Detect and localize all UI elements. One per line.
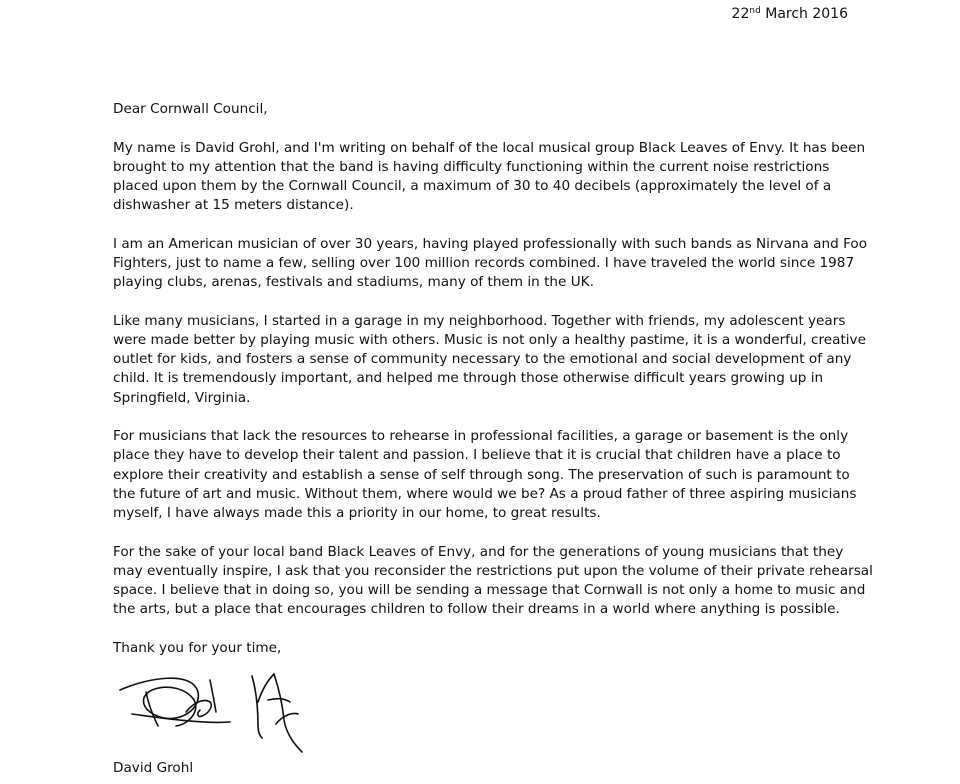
letter-date — [732, 4, 848, 24]
letter-body — [113, 100, 873, 658]
signature-drawing — [112, 640, 322, 758]
signature-icon — [112, 640, 322, 758]
date-month-year: March 2016 — [765, 6, 848, 22]
signer-name: David Grohl — [113, 760, 194, 776]
salutation: Dear Cornwall Council, — [113, 101, 268, 117]
paragraph-5: For the sake of your local band Black Leaves of Envy, and for the generations of young musicians that they may eventually inspire, I ask that you reconsider the restrictions put upon the volume of their private rehearsal space. I believe that in doing so, you will be sending a message that Cornwall is not only a home to music and the arts, but a place that encourages children to follow their dreams in a world where anything is possible. — [113, 543, 873, 618]
paragraph-4: For musicians that lack the resources to rehearse in professional facilities, a garage or basement is the only place they have to develop their talent and passion. I believe that it is crucial that children have a place to explore their creativity and establish a sense of self through song. The preservation of such is paramount to the future of art and music. Without them, where would we be? As a proud father of three aspiring musicians myself, I have always made this a priority in our home, to great results. — [113, 428, 857, 522]
paragraph-3: Like many musicians, I started in a garage in my neighborhood. Together with friends, my adolescent years were made better by playing music with others. Music is not only a healthy pastime, it is a wonderful, creative outlet for kids, and fosters a sense of community necessary to the emotional and social development of any child. It is tremendously important, and helped me through those otherwise difficult years growing up in Springfield, Virginia. — [113, 312, 866, 406]
date-day: 22 — [731, 6, 750, 22]
closing-line: Thank you for your time, — [113, 639, 282, 656]
paragraph-1: My name is David Grohl, and I'm writing on behalf of the local musical group Black Leaves of Envy. It has been brought to my attention that the band is having difficulty functioning within the current noise restrictions placed upon them by the Cornwall Council, a maximum of 30 to 40 decibels (approximately the level of a dishwasher at 15 meters distance). — [113, 139, 866, 214]
paragraph-2: I am an American musician of over 30 years, having played professionally with such bands as Nirvana and Foo Fighters, just to name a few, selling over 100 million records combined. I have traveled the world since 1987 playing clubs, arenas, festivals and stadiums, many of them in the UK. — [113, 235, 868, 291]
date-suffix: nd — [749, 6, 761, 16]
